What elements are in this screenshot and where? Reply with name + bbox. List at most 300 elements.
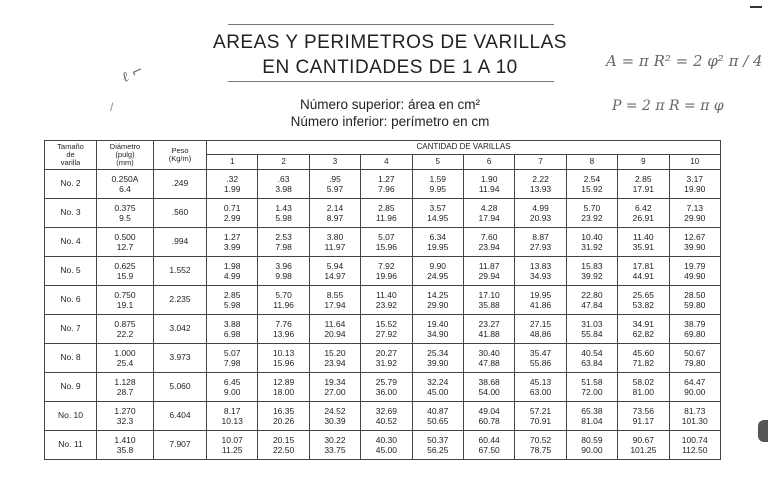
cell-quantity-1 xyxy=(207,286,258,315)
perimeter-value: 2.99 xyxy=(223,213,241,223)
perimeter-value: 36.00 xyxy=(375,387,397,397)
perimeter-value: 53.82 xyxy=(632,300,654,310)
table-row xyxy=(45,344,721,373)
diameter-mm: 9.5 xyxy=(119,213,131,223)
area-value: 30.40 xyxy=(478,348,500,358)
perimeter-value: 10.13 xyxy=(221,416,243,426)
area-value: 11.40 xyxy=(633,232,654,242)
cell-diameter xyxy=(97,257,154,286)
cell-quantity-7 xyxy=(515,373,566,402)
cell-quantity-9 xyxy=(618,257,669,286)
cell-quantity-7 xyxy=(515,431,566,460)
area-value: 17.10 xyxy=(478,290,500,300)
perimeter-value: 27.93 xyxy=(529,242,552,252)
perimeter-value: 7.96 xyxy=(378,184,395,194)
cell-diameter xyxy=(97,199,154,228)
area-value: 2.85 xyxy=(378,203,395,213)
perimeter-value: 17.94 xyxy=(478,213,500,223)
perimeter-value: 20.94 xyxy=(324,329,346,339)
area-value: 11.87 xyxy=(478,261,500,271)
perimeter-value: 5.97 xyxy=(326,184,344,194)
area-value: 64.47 xyxy=(684,377,706,387)
perimeter-value: 67.50 xyxy=(478,445,500,455)
perimeter-value: 5.98 xyxy=(223,300,241,310)
cell-quantity-2 xyxy=(258,199,309,228)
perimeter-value: 81.04 xyxy=(581,416,603,426)
area-value: 40.30 xyxy=(375,435,397,445)
perimeter-value: 31.92 xyxy=(581,242,603,252)
cell-quantity-5 xyxy=(412,286,463,315)
cell-quantity-7 xyxy=(515,344,566,373)
perimeter-value: 9.95 xyxy=(429,184,447,194)
perimeter-value: 101.30 xyxy=(681,416,708,426)
cell-bar-size: No. 10 xyxy=(45,402,97,431)
cell-quantity-4 xyxy=(361,199,412,228)
perimeter-value: 20.26 xyxy=(272,416,295,426)
cell-quantity-8 xyxy=(566,373,617,402)
area-value: 30.22 xyxy=(324,435,346,445)
area-value: 7.76 xyxy=(275,319,292,329)
table-row xyxy=(45,315,721,344)
cell-quantity-10 xyxy=(669,228,721,257)
perimeter-value: 41.88 xyxy=(478,329,500,339)
perimeter-value: 34.90 xyxy=(427,329,449,339)
area-value: 27.15 xyxy=(529,319,552,329)
cell-quantity-1 xyxy=(207,199,258,228)
cell-bar-size: No. 5 xyxy=(45,257,97,286)
cell-weight: 3.973 xyxy=(154,344,207,373)
perimeter-value: 8.97 xyxy=(326,213,344,223)
cell-quantity-4 xyxy=(361,431,412,460)
area-value: 12.67 xyxy=(684,232,706,242)
cell-quantity-7 xyxy=(515,228,566,257)
perimeter-value: 69.80 xyxy=(684,329,706,339)
perimeter-value: 17.91 xyxy=(632,184,654,194)
area-value: .95 xyxy=(329,174,341,184)
diameter-mm: 25.4 xyxy=(116,358,134,368)
area-value: 7.13 xyxy=(686,203,704,213)
cell-weight: 6.404 xyxy=(154,402,207,431)
area-value: 3.80 xyxy=(326,232,344,242)
cell-weight: .560 xyxy=(154,199,207,228)
cell-diameter xyxy=(97,228,154,257)
perimeter-value: 7.98 xyxy=(223,358,241,368)
area-value: 11.40 xyxy=(376,290,397,300)
perimeter-value: 63.00 xyxy=(529,387,552,397)
perimeter-value: 49.90 xyxy=(684,271,706,281)
area-value: 8.55 xyxy=(326,290,344,300)
area-value: 5.94 xyxy=(326,261,344,271)
area-value: 25.65 xyxy=(632,290,654,300)
perimeter-value: 19.95 xyxy=(427,242,449,252)
cell-bar-size: No. 4 xyxy=(45,228,97,257)
perimeter-value: 31.92 xyxy=(375,358,397,368)
cell-quantity-10 xyxy=(669,344,721,373)
perimeter-value: 81.00 xyxy=(632,387,654,397)
perimeter-value: 19.90 xyxy=(684,184,706,194)
cell-quantity-7 xyxy=(515,286,566,315)
cell-quantity-7 xyxy=(515,315,566,344)
cell-quantity-3 xyxy=(309,431,360,460)
cell-quantity-3 xyxy=(309,344,360,373)
area-value: 32.69 xyxy=(375,406,397,416)
area-value: 65.38 xyxy=(581,406,603,416)
cell-quantity-2 xyxy=(258,170,309,199)
cell-quantity-5 xyxy=(412,344,463,373)
area-value: 51.58 xyxy=(581,377,603,387)
cell-quantity-8 xyxy=(566,199,617,228)
cell-quantity-9 xyxy=(618,170,669,199)
area-value: 8.17 xyxy=(223,406,241,416)
area-value: 15.20 xyxy=(324,348,346,358)
handwritten-area-formula: A = π R² = 2 φ² π / 4 xyxy=(606,52,763,70)
scan-edge-mark-right xyxy=(758,420,768,442)
perimeter-value: 23.94 xyxy=(478,242,500,252)
area-value: 15.83 xyxy=(581,261,603,271)
cell-quantity-4 xyxy=(361,228,412,257)
perimeter-value: 15.96 xyxy=(272,358,295,368)
cell-quantity-9 xyxy=(618,199,669,228)
area-value: 80.59 xyxy=(581,435,603,445)
header-quantity-4: 4 xyxy=(361,155,412,170)
area-value: 1.59 xyxy=(429,174,447,184)
perimeter-value: 79.80 xyxy=(684,358,706,368)
cell-quantity-9 xyxy=(618,286,669,315)
cell-quantity-3 xyxy=(309,199,360,228)
cell-quantity-4 xyxy=(361,170,412,199)
area-value: 14.25 xyxy=(427,290,449,300)
cell-weight: 2.235 xyxy=(154,286,207,315)
area-value: 31.03 xyxy=(581,319,603,329)
header-quantity-group: CANTIDAD DE VARILLAS xyxy=(207,141,721,155)
area-value: 10.40 xyxy=(581,232,603,242)
header-quantity-8: 8 xyxy=(566,155,617,170)
header-diameter: Diámetro (pulg) (mm) xyxy=(97,141,154,170)
perimeter-value: 3.98 xyxy=(275,184,292,194)
area-value: 45.13 xyxy=(529,377,552,387)
cell-weight: 5.060 xyxy=(154,373,207,402)
cell-quantity-3 xyxy=(309,402,360,431)
cell-quantity-1 xyxy=(207,373,258,402)
area-value: 20.27 xyxy=(375,348,397,358)
cell-quantity-2 xyxy=(258,286,309,315)
area-value: 38.68 xyxy=(478,377,500,387)
perimeter-value: 90.00 xyxy=(684,387,706,397)
cell-weight: 7.907 xyxy=(154,431,207,460)
area-value: 12.89 xyxy=(272,377,295,387)
cell-quantity-10 xyxy=(669,315,721,344)
cell-quantity-7 xyxy=(515,257,566,286)
area-value: 70.52 xyxy=(529,435,552,445)
cell-quantity-10 xyxy=(669,199,721,228)
cell-quantity-10 xyxy=(669,402,721,431)
cell-quantity-9 xyxy=(618,344,669,373)
cell-quantity-10 xyxy=(669,431,721,460)
area-value: 2.53 xyxy=(275,232,292,242)
perimeter-value: 55.86 xyxy=(529,358,552,368)
perimeter-value: 11.94 xyxy=(478,184,500,194)
perimeter-value: 9.98 xyxy=(275,271,292,281)
cell-quantity-1 xyxy=(207,257,258,286)
perimeter-value: 19.96 xyxy=(375,271,397,281)
perimeter-value: 101.25 xyxy=(630,445,657,455)
header-quantity-1: 1 xyxy=(207,155,258,170)
cell-bar-size: No. 2 xyxy=(45,170,97,199)
perimeter-value: 34.93 xyxy=(529,271,552,281)
area-value: 24.52 xyxy=(324,406,346,416)
cell-quantity-5 xyxy=(412,228,463,257)
perimeter-value: 11.96 xyxy=(376,213,397,223)
cell-quantity-5 xyxy=(412,315,463,344)
cell-quantity-9 xyxy=(618,228,669,257)
cell-diameter xyxy=(97,286,154,315)
perimeter-value: 23.92 xyxy=(581,213,603,223)
perimeter-value: 5.98 xyxy=(275,213,292,223)
perimeter-value: 60.78 xyxy=(478,416,500,426)
cell-bar-size: No. 8 xyxy=(45,344,97,373)
area-value: 4.99 xyxy=(532,203,549,213)
perimeter-value: 45.00 xyxy=(427,387,449,397)
cell-quantity-8 xyxy=(566,170,617,199)
cell-quantity-8 xyxy=(566,431,617,460)
perimeter-value: 71.82 xyxy=(632,358,654,368)
cell-quantity-5 xyxy=(412,431,463,460)
area-value: 4.28 xyxy=(480,203,498,213)
perimeter-value: 62.82 xyxy=(632,329,654,339)
diameter-inches: 0.250A xyxy=(111,174,139,184)
cell-quantity-8 xyxy=(566,315,617,344)
cell-quantity-6 xyxy=(463,199,514,228)
perimeter-value: 27.00 xyxy=(324,387,346,397)
area-value: 35.47 xyxy=(529,348,552,358)
cell-diameter xyxy=(97,344,154,373)
cell-quantity-2 xyxy=(258,431,309,460)
cell-quantity-7 xyxy=(515,199,566,228)
table-body xyxy=(45,170,721,460)
area-value: 1.98 xyxy=(223,261,241,271)
diameter-mm: 12.7 xyxy=(116,242,134,252)
perimeter-value: 50.65 xyxy=(427,416,449,426)
cell-quantity-2 xyxy=(258,344,309,373)
perimeter-value: 29.90 xyxy=(427,300,449,310)
area-value: 73.56 xyxy=(632,406,654,416)
perimeter-value: 35.88 xyxy=(478,300,500,310)
perimeter-value: 23.92 xyxy=(375,300,397,310)
area-value: 3.96 xyxy=(275,261,292,271)
diameter-inches: 1.000 xyxy=(114,348,136,358)
area-value: 32.24 xyxy=(427,377,449,387)
cell-quantity-7 xyxy=(515,170,566,199)
cell-quantity-5 xyxy=(412,402,463,431)
cell-quantity-9 xyxy=(618,402,669,431)
area-value: 45.60 xyxy=(632,348,654,358)
perimeter-value: 54.00 xyxy=(478,387,500,397)
area-value: 8.87 xyxy=(532,232,549,242)
perimeter-value: 41.86 xyxy=(529,300,552,310)
handwritten-margin-scribble: ℓ ⌐ xyxy=(119,62,147,86)
area-value: .32 xyxy=(226,174,239,184)
cell-diameter xyxy=(97,170,154,199)
cell-quantity-1 xyxy=(207,431,258,460)
area-value: 40.54 xyxy=(581,348,603,358)
perimeter-value: 39.92 xyxy=(581,271,603,281)
area-value: 10.13 xyxy=(272,348,295,358)
perimeter-value: 17.94 xyxy=(324,300,346,310)
cell-weight: .249 xyxy=(154,170,207,199)
area-value: 25.34 xyxy=(427,348,449,358)
cell-quantity-10 xyxy=(669,373,721,402)
cell-bar-size: No. 6 xyxy=(45,286,97,315)
cell-bar-size: No. 7 xyxy=(45,315,97,344)
perimeter-value: 39.90 xyxy=(427,358,449,368)
cell-quantity-4 xyxy=(361,373,412,402)
perimeter-value: 59.80 xyxy=(684,300,706,310)
area-value: 5.70 xyxy=(275,290,292,300)
header-size: Tamaño de varilla xyxy=(45,141,97,170)
table-row xyxy=(45,402,721,431)
title-bottom-rule xyxy=(228,81,554,82)
perimeter-value: 47.84 xyxy=(581,300,603,310)
cell-quantity-7 xyxy=(515,402,566,431)
area-value: 5.07 xyxy=(223,348,241,358)
perimeter-value: 4.99 xyxy=(223,271,241,281)
cell-quantity-6 xyxy=(463,170,514,199)
cell-quantity-10 xyxy=(669,257,721,286)
perimeter-value: 26.91 xyxy=(632,213,654,223)
area-value: 3.17 xyxy=(686,174,704,184)
diameter-mm: 15.9 xyxy=(116,271,134,281)
area-value: 10.07 xyxy=(221,435,243,445)
cell-quantity-2 xyxy=(258,257,309,286)
cell-quantity-3 xyxy=(309,315,360,344)
perimeter-value: 90.00 xyxy=(581,445,603,455)
area-value: 50.67 xyxy=(684,348,706,358)
perimeter-value: 22.50 xyxy=(272,445,295,455)
perimeter-value: 20.93 xyxy=(529,213,552,223)
cell-bar-size: No. 11 xyxy=(45,431,97,460)
perimeter-value: 40.52 xyxy=(375,416,397,426)
area-value: 6.34 xyxy=(429,232,447,242)
area-value: 22.80 xyxy=(581,290,603,300)
title-top-rule xyxy=(228,24,554,25)
cell-quantity-8 xyxy=(566,344,617,373)
area-value: 1.27 xyxy=(378,174,395,184)
perimeter-value: 1.99 xyxy=(223,184,241,194)
header-quantity-10: 10 xyxy=(669,155,721,170)
area-value: 7.60 xyxy=(480,232,498,242)
subtitle-perimeter-note: Número inferior: perímetro en cm xyxy=(290,114,490,129)
area-value: 58.02 xyxy=(632,377,654,387)
diameter-mm: 35.8 xyxy=(116,445,134,455)
diameter-inches: 1.270 xyxy=(114,406,136,416)
cell-quantity-3 xyxy=(309,286,360,315)
header-quantity-5: 5 xyxy=(412,155,463,170)
cell-quantity-6 xyxy=(463,315,514,344)
area-value: 3.57 xyxy=(429,203,447,213)
perimeter-value: 3.99 xyxy=(223,242,241,252)
diameter-inches: 0.750 xyxy=(114,290,136,300)
perimeter-value: 29.94 xyxy=(478,271,500,281)
area-value: 28.50 xyxy=(684,290,706,300)
cell-quantity-8 xyxy=(566,286,617,315)
diameter-inches: 1.128 xyxy=(114,377,136,387)
area-value: 25.79 xyxy=(375,377,397,387)
cell-quantity-2 xyxy=(258,315,309,344)
cell-diameter xyxy=(97,315,154,344)
perimeter-value: 63.84 xyxy=(581,358,603,368)
cell-quantity-4 xyxy=(361,344,412,373)
cell-quantity-10 xyxy=(669,286,721,315)
cell-quantity-1 xyxy=(207,315,258,344)
cell-quantity-5 xyxy=(412,373,463,402)
table-row xyxy=(45,373,721,402)
subtitle-area-note: Número superior: área en cm² xyxy=(299,97,481,112)
rebar-areas-perimeters-table xyxy=(44,140,721,460)
area-value: 5.70 xyxy=(583,203,601,213)
cell-quantity-4 xyxy=(361,286,412,315)
header-quantity-6: 6 xyxy=(463,155,514,170)
cell-quantity-6 xyxy=(463,228,514,257)
perimeter-value: 18.00 xyxy=(272,387,295,397)
perimeter-value: 11.97 xyxy=(324,242,346,252)
area-value: 13.83 xyxy=(529,261,552,271)
header-quantity-3: 3 xyxy=(309,155,360,170)
perimeter-value: 91.17 xyxy=(632,416,654,426)
area-value: 19.34 xyxy=(324,377,346,387)
perimeter-value: 72.00 xyxy=(581,387,603,397)
cell-quantity-6 xyxy=(463,257,514,286)
area-value: 9.90 xyxy=(429,261,447,271)
perimeter-value: 56.25 xyxy=(427,445,449,455)
cell-quantity-2 xyxy=(258,373,309,402)
cell-quantity-4 xyxy=(361,402,412,431)
diameter-inches: 0.375 xyxy=(114,203,136,213)
perimeter-value: 6.98 xyxy=(223,329,241,339)
area-value: 17.81 xyxy=(632,261,654,271)
perimeter-value: 15.92 xyxy=(581,184,603,194)
area-value: 2.54 xyxy=(583,174,601,184)
perimeter-value: 15.96 xyxy=(375,242,397,252)
area-value: 23.27 xyxy=(478,319,500,329)
cell-quantity-1 xyxy=(207,344,258,373)
area-value: 20.15 xyxy=(272,435,295,445)
cell-diameter xyxy=(97,402,154,431)
perimeter-value: 30.39 xyxy=(324,416,346,426)
area-value: 2.85 xyxy=(635,174,652,184)
perimeter-value: 13.93 xyxy=(529,184,552,194)
cell-quantity-3 xyxy=(309,170,360,199)
handwritten-perimeter-formula: P = 2 π R = π φ xyxy=(612,98,724,114)
page-title-line-2: EN CANTIDADES DE 1 A 10 xyxy=(262,57,518,78)
perimeter-value: 11.96 xyxy=(273,300,294,310)
perimeter-value: 13.96 xyxy=(272,329,295,339)
perimeter-value: 14.97 xyxy=(324,271,346,281)
table-row xyxy=(45,257,721,286)
area-value: 19.95 xyxy=(529,290,552,300)
cell-diameter xyxy=(97,373,154,402)
diameter-inches: 1.410 xyxy=(114,435,136,445)
cell-quantity-5 xyxy=(412,257,463,286)
area-value: 34.91 xyxy=(632,319,654,329)
table-row xyxy=(45,286,721,315)
cell-quantity-6 xyxy=(463,431,514,460)
perimeter-value: 11.25 xyxy=(221,445,243,455)
cell-quantity-6 xyxy=(463,286,514,315)
cell-quantity-6 xyxy=(463,344,514,373)
area-value: 2.14 xyxy=(326,203,344,213)
diameter-mm: 19.1 xyxy=(116,300,134,310)
cell-quantity-5 xyxy=(412,170,463,199)
